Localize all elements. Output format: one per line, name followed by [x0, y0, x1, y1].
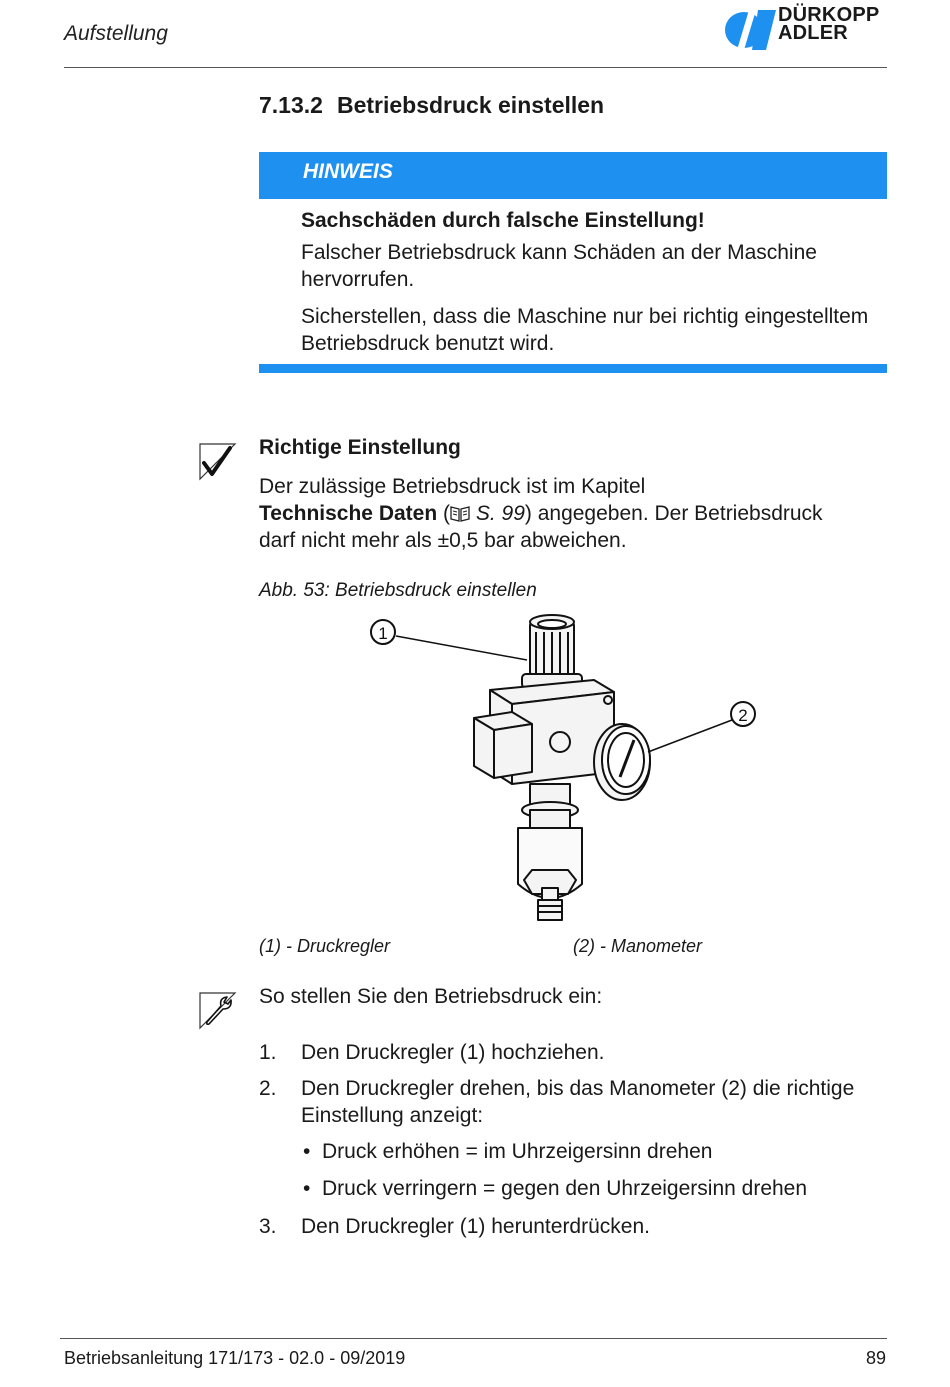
- callout-label-2: 2: [738, 706, 748, 725]
- notice-paragraph: Sicherstellen, dass die Maschine nur bei richtig eingestelltem Betriebsdruck benutzt wird.: [301, 305, 869, 355]
- bullet-marker: •: [303, 1177, 311, 1200]
- figure-caption: Abb. 53: Betriebsdruck einstellen: [259, 580, 537, 601]
- callout-label-1: 1: [378, 624, 388, 643]
- section-title-text: Betriebsdruck einstellen: [336, 92, 605, 118]
- figure-legend-item: (2) - Manometer: [573, 936, 703, 956]
- notice-paragraph: Falscher Betriebsdruck kann Schäden an der Maschine hervorrufen.: [301, 241, 817, 291]
- page-number: 89: [866, 1348, 887, 1368]
- bullet-marker: •: [303, 1140, 311, 1163]
- brand-name: [778, 6, 879, 42]
- instructions-intro: So stellen Sie den Betriebsdruck ein:: [259, 985, 603, 1008]
- notice-label: HINWEIS: [303, 160, 393, 183]
- checkmark-icon: [199, 443, 237, 481]
- brand-line-2: ADLER: [778, 22, 848, 44]
- header-section-title: Aufstellung: [64, 22, 168, 45]
- text-line: darf nicht mehr als ±0,5 bar abweichen.: [259, 529, 627, 552]
- step-text: Den Druckregler (1) herunterdrücken.: [301, 1215, 650, 1238]
- page-reference-link[interactable]: S. 99: [475, 502, 525, 525]
- brand-line-1: DÜRKOPP: [778, 4, 880, 26]
- step-text: Den Druckregler drehen, bis das Manometer (2) die richtige Einstellung anzeigt:: [301, 1077, 855, 1127]
- bullet-item: Druck verringern = gegen den Uhrzeigersinn drehen: [322, 1177, 808, 1200]
- step-text: Den Druckregler (1) hochziehen.: [301, 1041, 605, 1064]
- book-icon: [450, 505, 470, 522]
- pressure-regulator-illustration: [362, 612, 762, 932]
- figure-legend-item: (1) - Druckregler: [259, 936, 391, 956]
- step-number: 2.: [259, 1077, 277, 1100]
- chapter-reference: Technische Daten: [259, 502, 438, 525]
- text-line: Technische Daten ( S. 99) angegeben. Der Betriebsdruck: [259, 502, 823, 525]
- step-number: 3.: [259, 1215, 277, 1238]
- header-divider: [64, 67, 887, 68]
- step-number: 1.: [259, 1041, 277, 1064]
- correct-setting-text: [259, 473, 879, 554]
- text-line: Der zulässige Betriebsdruck ist im Kapitel: [259, 475, 646, 498]
- section-number: 7.13.2: [259, 92, 323, 118]
- wrench-icon: [199, 992, 237, 1030]
- text-fragment: ) angegeben. Der Betriebsdruck: [524, 502, 823, 525]
- section-title: [259, 92, 604, 119]
- footer-document-info: Betriebsanleitung 171/173 - 02.0 - 09/2019: [64, 1348, 406, 1368]
- notice-bottom-bar: [259, 364, 887, 373]
- correct-setting-heading: Richtige Einstellung: [259, 436, 461, 459]
- bullet-item: Druck erhöhen = im Uhrzeigersinn drehen: [322, 1140, 713, 1163]
- notice-heading: Sachschäden durch falsche Einstellung!: [301, 209, 705, 232]
- footer-divider: [60, 1338, 887, 1339]
